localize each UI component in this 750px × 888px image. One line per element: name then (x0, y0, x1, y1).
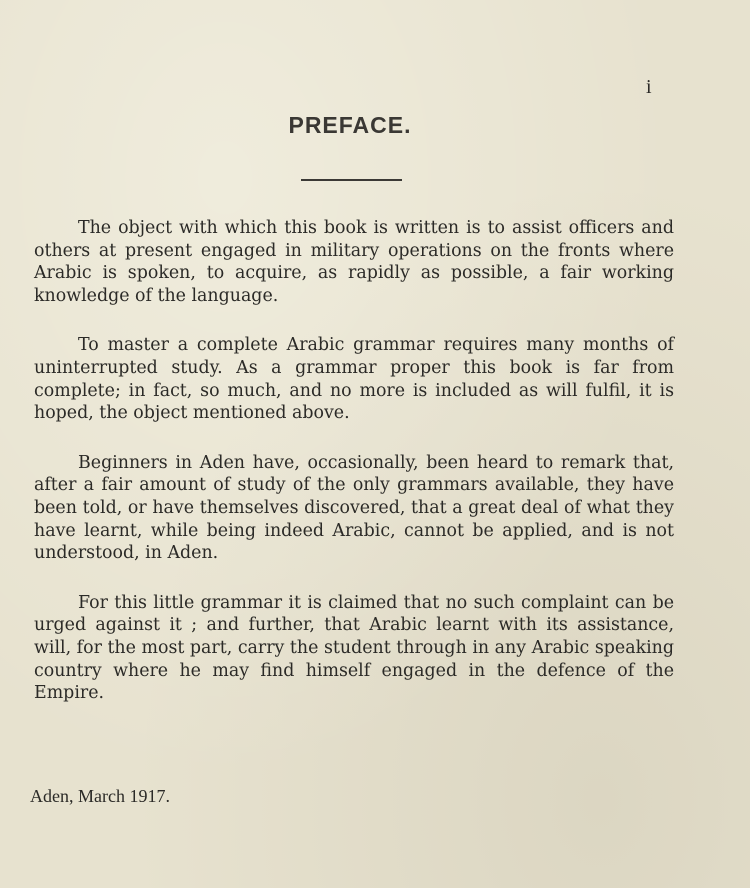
paragraph-3: Beginners in Aden have, occasionally, been heard to remark that, after a fair amount of study of the only grammars available, they have been told, or have themselves discovered, that a great deal of what they have learnt, while being indeed Arabic, cannot be applied, and is not understood, in Aden. (34, 452, 674, 564)
paragraph-1: The object with which this book is written is to assist officers and others at present engaged in military operations on the fronts where Arabic is spoken, to acquire, as rapidly as possible, a fair working knowledge of the language. (34, 218, 674, 306)
paragraph-4: For this little grammar it is claimed that no such complaint can be urged against it ; and further, that Arabic learnt with its assistance, will, for the most part, carry the student through in any Arabic speaking country where he may find himself engaged in the defence of the Empire. (34, 592, 674, 704)
preface-body (34, 217, 674, 732)
signature-date: Aden, March 1917. (30, 786, 170, 806)
page-number: i (646, 76, 652, 98)
title-divider (301, 179, 402, 181)
page-title: PREFACE. (288, 112, 412, 138)
paragraph-2: To master a complete Arabic grammar requires many months of uninterrupted study. As a grammar proper this book is far from complete; in fact, so much, and no more is included as will fulfil, it is hoped, the object mentioned above. (34, 335, 674, 424)
